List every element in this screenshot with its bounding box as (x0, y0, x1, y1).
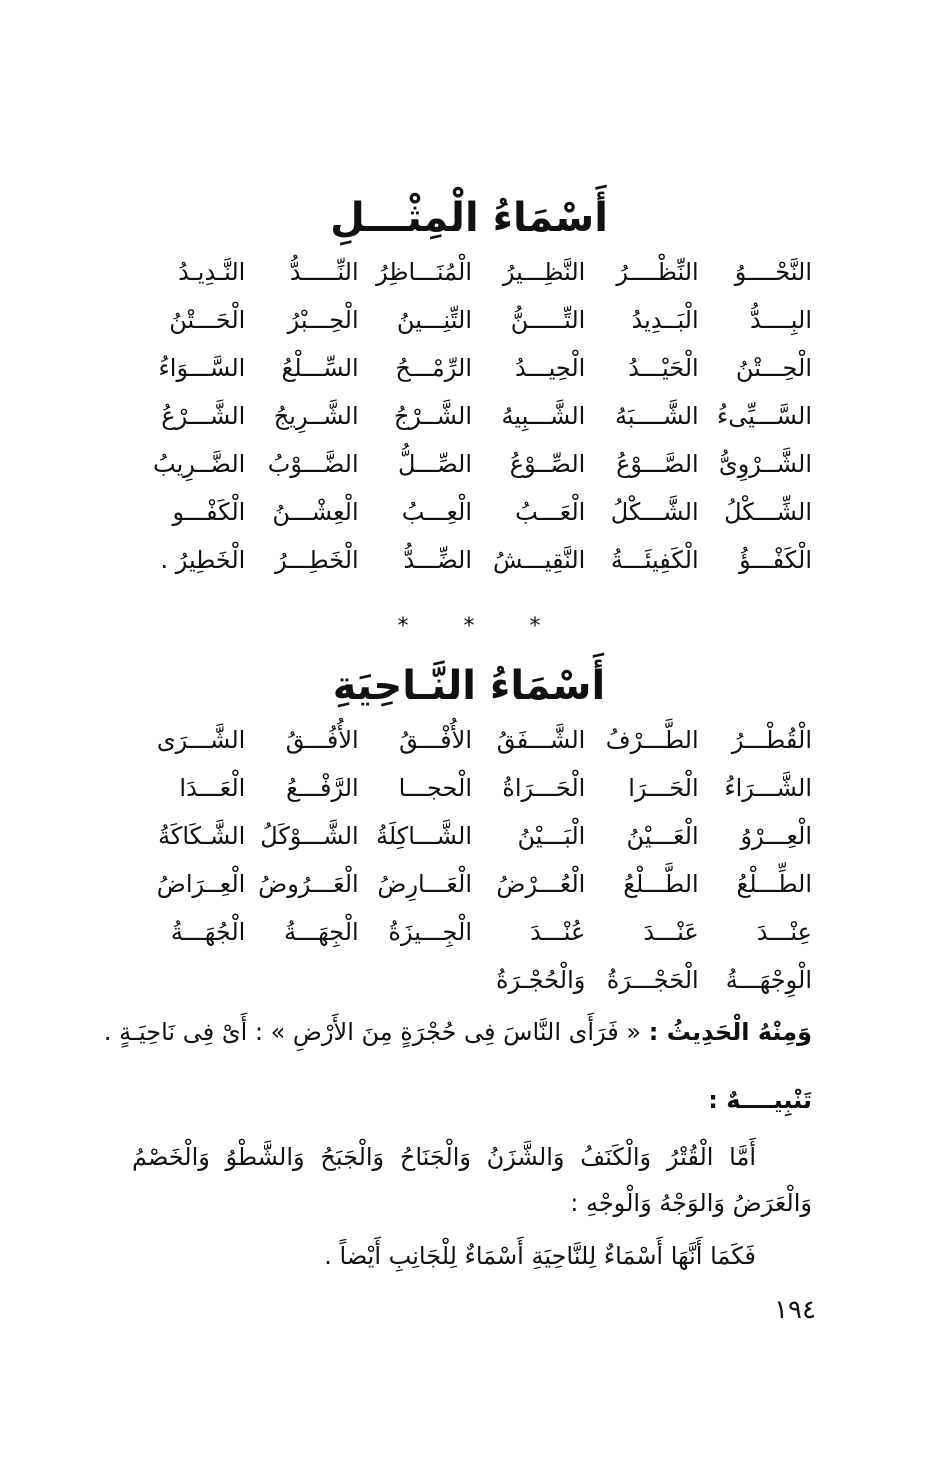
notice-heading: تَنْبِيــــهٌ : (708, 1086, 812, 1114)
word: الصِّــوْعُ (509, 450, 586, 478)
notice-body: أَمَّا الْقُتْرُ وَالْكَنَفُ وَالشَّزَنُ وَالْجَنَاحُ وَالْجَبَحُ وَالشَّطْوُ وَالْخَصْمُ وَالْعَرَضُ وَالوَجْهُ وَالْوجْهِ : (132, 1143, 812, 1217)
word: الأُفْـــقُ (399, 726, 472, 754)
section-title-mithl: أَسْمَاءُ الْمِثْـــلِ (330, 195, 608, 241)
word: النَّظِـــيرُ (502, 258, 586, 286)
synonym-grid-nahiya (132, 716, 812, 1004)
hadith-text: « فَرَأَى النَّاسَ فِى حُجْرَةٍ مِنَ الأَرْضِ » : أَىْ فِى نَاحِيَـةٍ . (103, 1018, 649, 1046)
word: الشَّـــفَقُ (496, 726, 586, 754)
word: الرِّمْـــحُ (395, 354, 472, 382)
word: الشَّــرِيجُ (273, 402, 359, 430)
word: النَّقِيـــشُ (493, 546, 586, 574)
word: النِّـــــدُّ (289, 258, 359, 286)
word: الْعِــرَاضُ (156, 870, 246, 898)
page-number: ١٩٤ (774, 1295, 816, 1325)
word: البِــــدُّ (750, 306, 812, 334)
word: الْجُهَـــةُ (170, 918, 246, 946)
word: الشَّـــبِيهُ (501, 402, 586, 430)
word: الشَّـــرَاءُ (724, 774, 812, 802)
word: الْعِشْـــنُ (272, 498, 359, 526)
word: الشَّــرْوِىُّ (718, 450, 812, 478)
word: عِنْـــدَ (756, 918, 812, 946)
word: الصَّـــوْعُ (616, 450, 699, 478)
word: الْحَجْـــرَةُ (606, 966, 699, 994)
word: الْحِـــبْرُ (287, 306, 359, 334)
word: الْكَفْـــو (172, 498, 246, 526)
word: السَّـــوَاءُ (158, 354, 246, 382)
word: الطَّـــلْعُ (623, 870, 699, 898)
word: الشَّـــرْعُ (161, 402, 246, 430)
word: الْحِيـــدُ (514, 354, 586, 382)
word: السِّـــلْعُ (281, 354, 359, 382)
notice-conclusion: فَكَمَا أَنَّهَا أَسْمَاءٌ لِلنَّاحِيَةِ أَسْمَاءٌ لِلْجَانِبِ أَيْضاً . (324, 1242, 756, 1270)
word: الْعَـــبُ (515, 498, 586, 526)
word: الرَّفْـــعُ (286, 774, 359, 802)
word: الشَّـــكْلُ (610, 498, 699, 526)
word: الْعِـــبُ (401, 498, 472, 526)
word: الشَّـــرَى (156, 726, 246, 754)
word: عَنْـــدَ (643, 918, 699, 946)
section-separator: * * * (397, 614, 565, 639)
word: الضَّــرِيبُ (153, 450, 246, 478)
word: النَّـدِيـدُ (178, 258, 246, 286)
word: النَّحْــــوُ (734, 258, 812, 286)
word: الشَّـــوْكَلُ (260, 822, 359, 850)
word: التِّنِـــينُ (396, 306, 472, 334)
word: الْجِهَـــةُ (284, 918, 359, 946)
word: الْحجـــا (398, 774, 472, 802)
word: الْعِـــرْوُ (740, 822, 812, 850)
word: الصِّـــلُّ (397, 450, 472, 478)
word: الْحَـــرَاةُ (502, 774, 586, 802)
word: الْقُطْـــرُ (731, 726, 812, 754)
word: التِّـــــنُّ (510, 306, 586, 334)
word: الشَّـكَاكَةُ (158, 822, 246, 850)
word: النِّظْــــرُ (616, 258, 699, 286)
word: الْخَطِـــرُ (275, 546, 359, 574)
word: الْبَـــيْنُ (517, 822, 586, 850)
word: الشَّـــاكِلَةُ (375, 822, 472, 850)
word: الْعَـــرُوضُ (258, 870, 359, 898)
synonym-grid-mithl (132, 248, 812, 584)
section-title-nahiya: أَسْمَاءُ النَّـاحِيَةِ (332, 663, 606, 709)
word: وَالْحُجْـرَةُ (495, 966, 586, 994)
word: الْعُـــرْضُ (496, 870, 586, 898)
word: السَّـــيِّىءُ (716, 402, 812, 430)
hadith-label: وَمِنْهُ الْحَدِيثُ : (648, 1018, 812, 1046)
word: الأُفُـــقُ (285, 726, 359, 754)
word: الضَّـــوْبُ (267, 450, 359, 478)
word: الشَّــرْجُ (393, 402, 472, 430)
word: الضِّـــدُّ (403, 546, 472, 574)
word: الْبَــدِيدُ (631, 306, 699, 334)
word: الْمُنَـــاظِرُ (376, 258, 472, 286)
word: الْعَـــدَا (179, 774, 246, 802)
hadith-line (103, 1008, 812, 1056)
word: عُنْـــدَ (530, 918, 586, 946)
word: الْجِـــيزَةُ (388, 918, 472, 946)
word: الْوِجْهَـــةُ (725, 966, 812, 994)
word: الطَّـــرْفُ (605, 726, 699, 754)
word: الْعَـــيْنُ (626, 822, 699, 850)
word: الْكَفْـــؤُ (739, 546, 812, 574)
word: الْحَـــتْنُ (169, 306, 246, 334)
word: الْحَـــرَا (628, 774, 699, 802)
word: الْعَـــارِضُ (377, 870, 472, 898)
word: الطِّـــلْعُ (736, 870, 812, 898)
word: الْكَفِيئَـــةُ (610, 546, 699, 574)
word: الشِّـــكْلُ (724, 498, 812, 526)
word: الْحِـــتْنُ (735, 354, 812, 382)
word: الْخَطِيرُ . (160, 546, 246, 574)
word: الشَّــــبَهُ (615, 402, 699, 430)
word: الْحَيْـــدُ (628, 354, 699, 382)
